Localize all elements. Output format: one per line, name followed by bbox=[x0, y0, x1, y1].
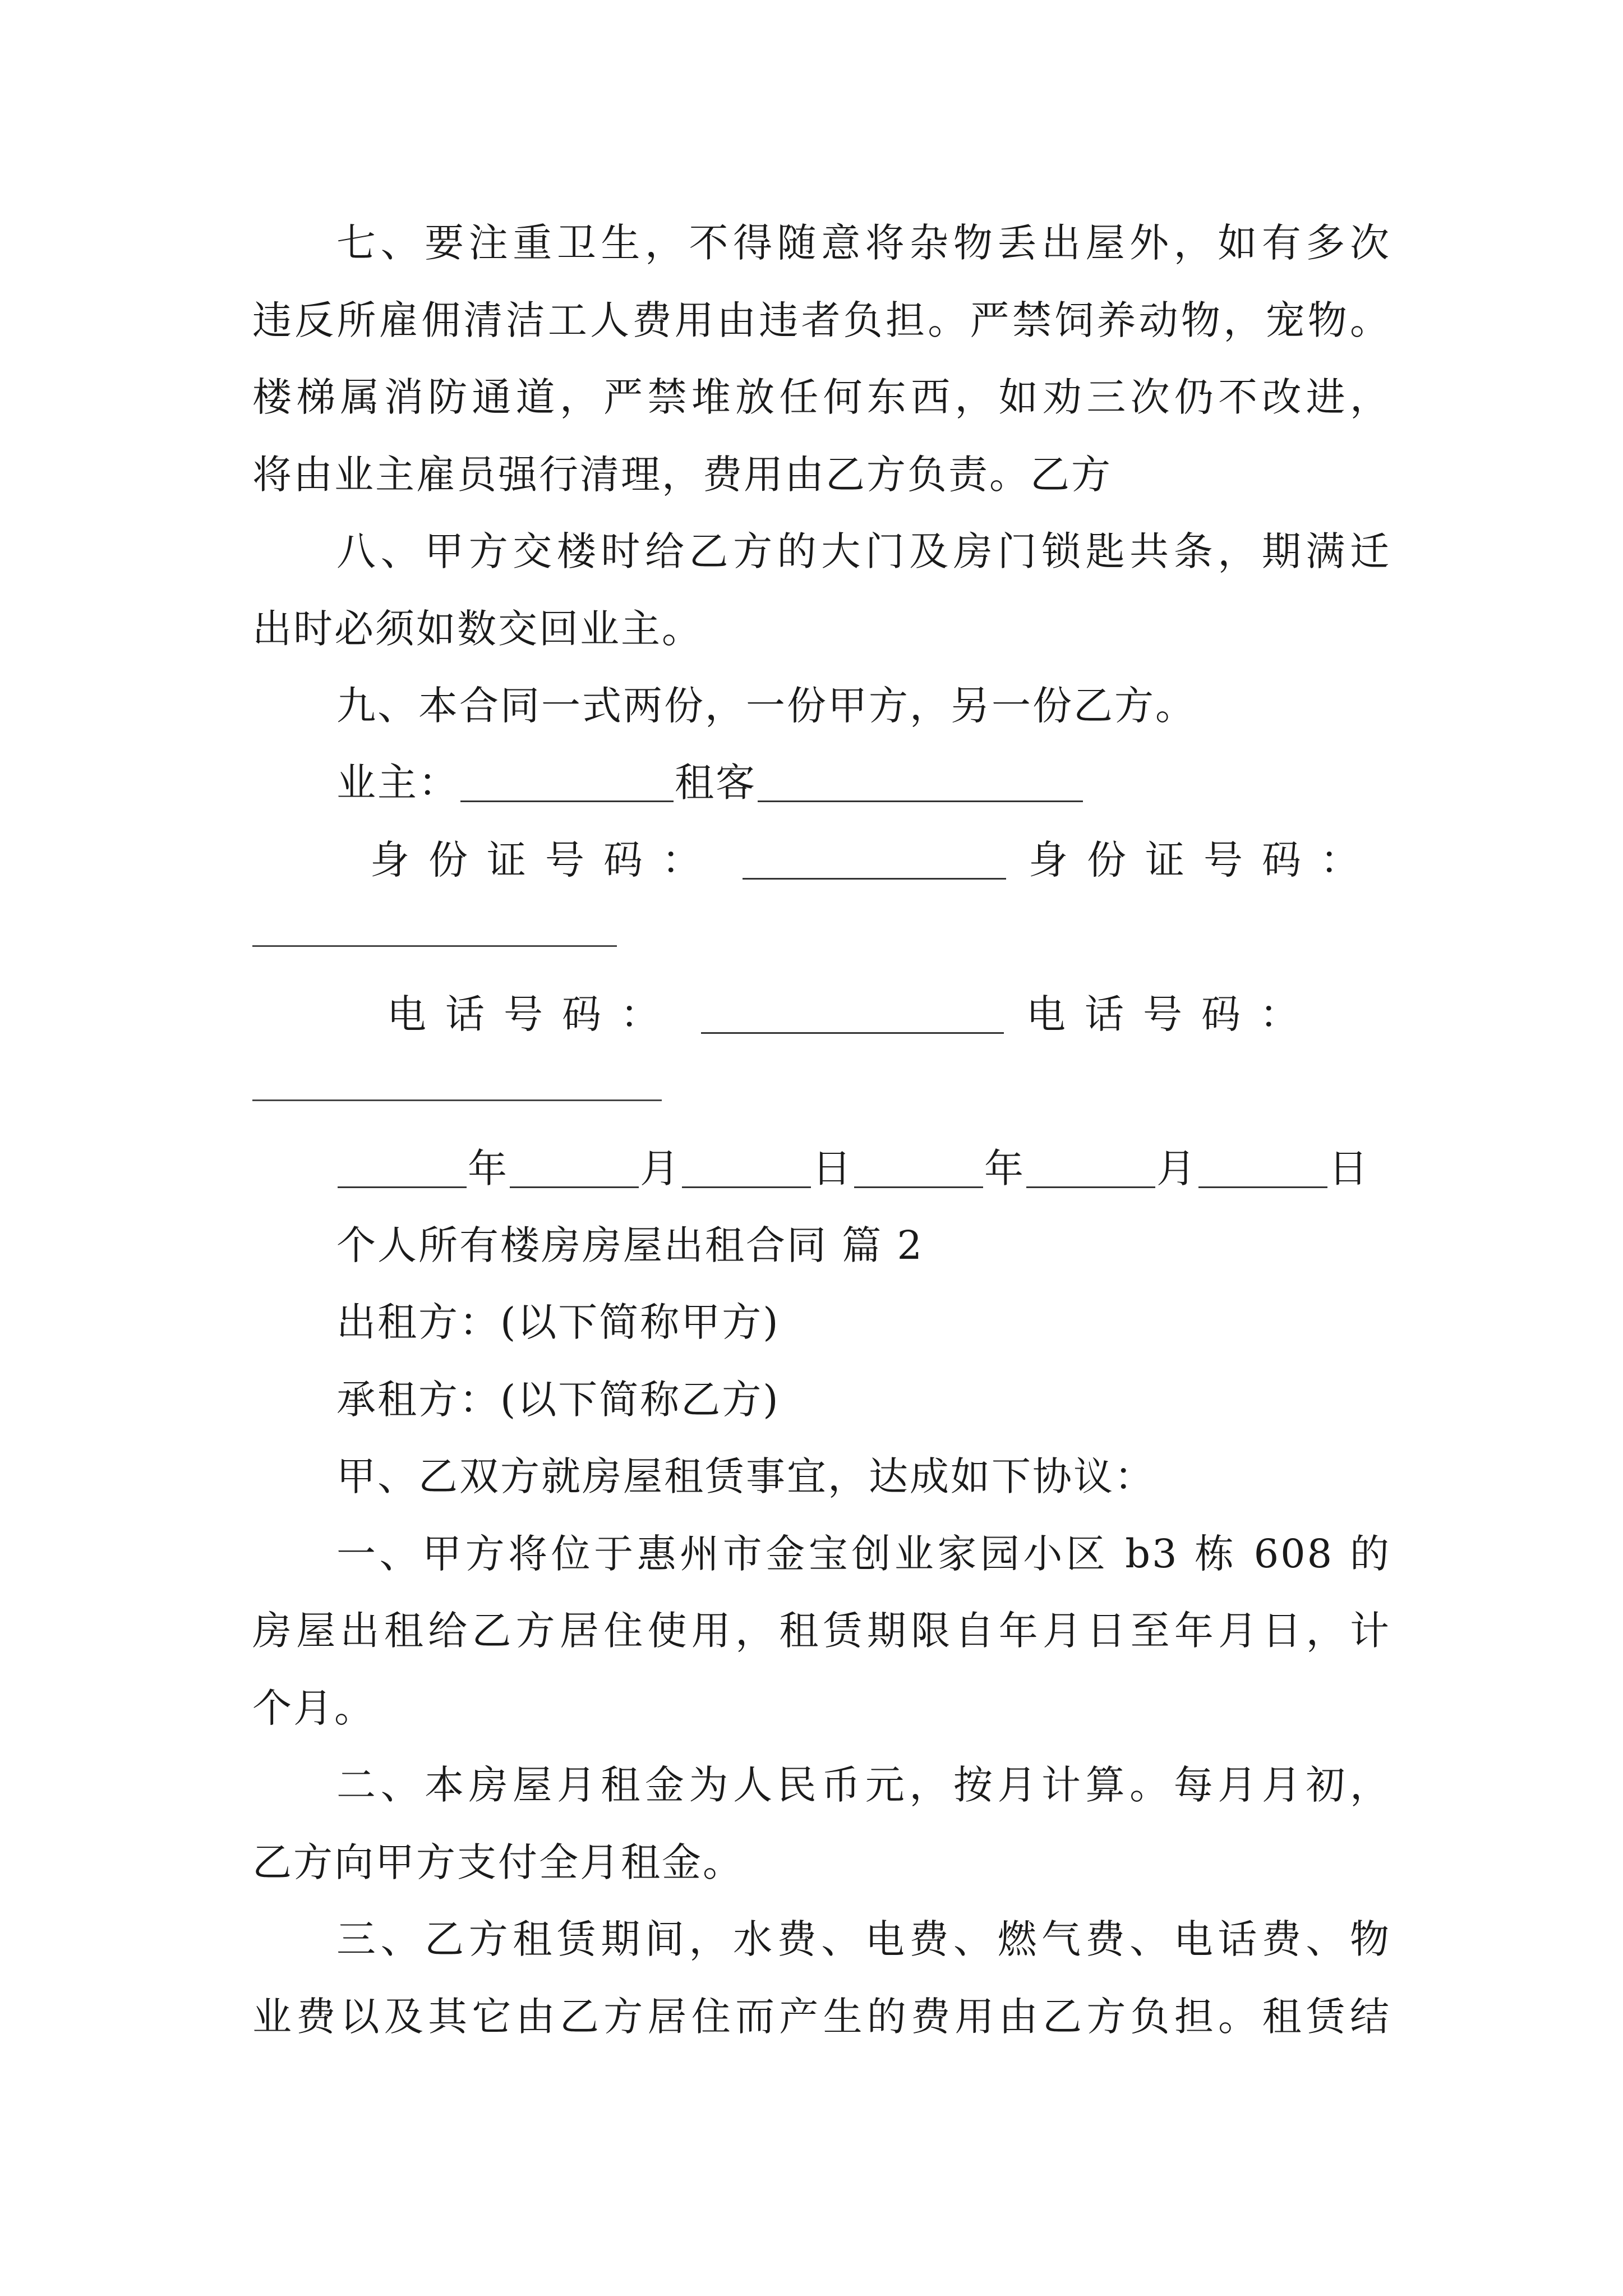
date-row bbox=[336, 1145, 1391, 1191]
lessor-line: 出租方：(以下简称甲方) bbox=[336, 1299, 780, 1345]
day-label: 日 bbox=[1329, 1145, 1370, 1191]
year-blank bbox=[854, 1152, 983, 1188]
phone-label-tenant: 电话号码： bbox=[1026, 991, 1318, 1037]
paragraph-line: 三、乙方租赁期间，水费、电费、燃气费、电话费、物 bbox=[336, 1916, 1391, 1962]
section-title: 个人所有楼房房屋出租合同 篇 2 bbox=[336, 1222, 924, 1268]
year-blank bbox=[338, 1152, 467, 1188]
day-label: 日 bbox=[812, 1145, 853, 1191]
owner-blank bbox=[460, 766, 674, 802]
year-label: 年 bbox=[984, 1145, 1025, 1191]
signature-owner-row bbox=[336, 760, 1391, 806]
paragraph-line: 房屋出租给乙方居住使用，租赁期限自年月日至年月日，计 bbox=[252, 1608, 1391, 1654]
paragraph-line: 楼梯属消防通道，严禁堆放任何东西，如劝三次仍不改进， bbox=[252, 374, 1391, 420]
id-row bbox=[370, 837, 1391, 883]
phone-row bbox=[387, 991, 1391, 1037]
paragraph-line: 二、本房屋月租金为人民币元，按月计算。每月月初， bbox=[336, 1762, 1391, 1808]
paragraph-line: 个月。 bbox=[252, 1685, 375, 1731]
month-blank bbox=[510, 1152, 639, 1188]
phone-blank-tenant bbox=[252, 1099, 662, 1101]
day-blank bbox=[682, 1152, 811, 1188]
paragraph-line: 乙方向甲方支付全月租金。 bbox=[252, 1839, 744, 1885]
paragraph-line: 出时必须如数交回业主。 bbox=[252, 606, 703, 652]
day-blank bbox=[1198, 1152, 1327, 1188]
id-label-tenant: 身份证号码： bbox=[1029, 837, 1378, 883]
paragraph-line: 业费以及其它由乙方居住而产生的费用由乙方负担。租赁结 bbox=[252, 1994, 1391, 2040]
tenant-blank bbox=[758, 766, 1083, 802]
paragraph-line: 将由业主雇员强行清理，费用由乙方负责。乙方 bbox=[252, 452, 1112, 498]
month-blank bbox=[1026, 1152, 1155, 1188]
month-label: 月 bbox=[640, 1145, 681, 1191]
id-blank-tenant bbox=[252, 945, 617, 947]
phone-label-owner: 电话号码： bbox=[387, 991, 679, 1037]
paragraph-line: 八、甲方交楼时给乙方的大门及房门锁匙共条，期满迁 bbox=[336, 528, 1391, 574]
tenant-label: 租客 bbox=[675, 760, 757, 806]
phone-blank-owner bbox=[701, 997, 1004, 1034]
paragraph-line: 违反所雇佣清洁工人费用由违者负担。严禁饲养动物，宠物。 bbox=[252, 297, 1391, 343]
id-label-owner: 身份证号码： bbox=[370, 837, 720, 883]
intro-line: 甲、乙双方就房屋租赁事宜，达成如下协议： bbox=[336, 1453, 1155, 1499]
lessee-line: 承租方：(以下简称乙方) bbox=[336, 1377, 780, 1423]
paragraph-line: 一、甲方将位于惠州市金宝创业家园小区 b3 栋 608 的 bbox=[336, 1531, 1391, 1577]
paragraph-line: 九、本合同一式两份，一份甲方，另一份乙方。 bbox=[336, 683, 1196, 729]
year-label: 年 bbox=[468, 1145, 509, 1191]
paragraph-line: 七、要注重卫生，不得随意将杂物丢出屋外，如有多次 bbox=[336, 220, 1391, 266]
id-blank-owner bbox=[743, 843, 1006, 880]
month-label: 月 bbox=[1156, 1145, 1197, 1191]
owner-label: 业主： bbox=[336, 760, 459, 806]
